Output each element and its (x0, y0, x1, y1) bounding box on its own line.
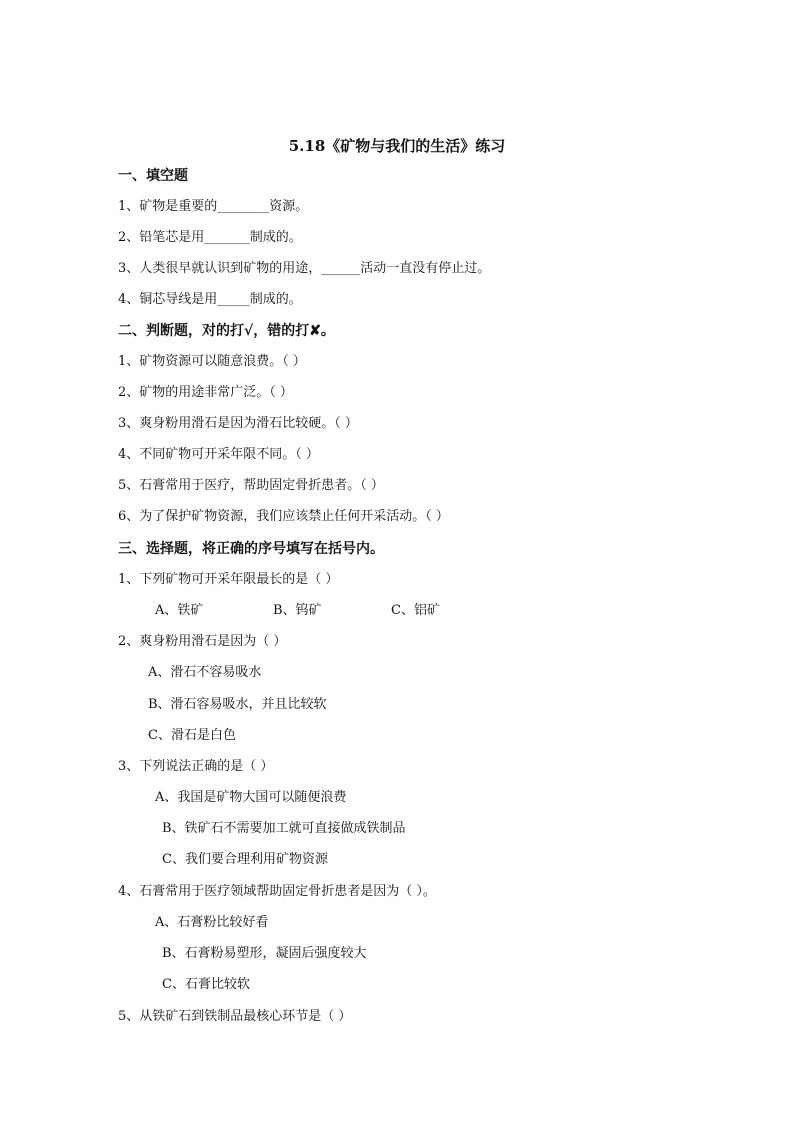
fill-blank-question-1: 1、矿物是重要的________资源。 (118, 199, 309, 214)
choice-question-1-option-c: C、铝矿 (391, 603, 440, 618)
section-heading-multiple-choice: 三、选择题，将正确的序号填写在括号内。 (118, 541, 384, 557)
true-false-question-2: 2、矿物的用途非常广泛。（ ） (118, 385, 293, 400)
fill-blank-question-4: 4、铜芯导线是用_____制成的。 (118, 292, 302, 307)
true-false-question-1: 1、矿物资源可以随意浪费。（ ） (118, 354, 306, 369)
section-heading-fill-blank: 一、填空题 (118, 168, 188, 184)
true-false-question-4: 4、不同矿物可开采年限不同。（ ） (118, 447, 319, 462)
choice-question-3: 3、下列说法正确的是（ ） (118, 759, 274, 774)
true-false-question-6: 6、为了保护矿物资源，我们应该禁止任何开采活动。（ ） (118, 509, 449, 524)
choice-question-4: 4、石膏常用于医疗领域帮助固定骨折患者是因为（ ）。 (118, 884, 436, 899)
choice-question-3-option-c: C、我们要合理利用矿物资源 (162, 852, 328, 867)
page-title: 5.18《矿物与我们的生活》练习 (288, 137, 506, 155)
choice-question-4-option-a: A、石膏粉比较好看 (155, 915, 269, 930)
choice-question-2-option-c: C、滑石是白色 (148, 728, 236, 743)
choice-question-2: 2、爽身粉用滑石是因为（ ） (118, 634, 287, 649)
section-heading-true-false: 二、判断题，对的打√，错的打✘。 (118, 323, 335, 339)
choice-question-3-option-a: A、我国是矿物大国可以随便浪费 (155, 790, 347, 805)
choice-question-1-option-a: A、铁矿 (155, 603, 204, 618)
choice-question-1: 1、下列矿物可开采年限最长的是（ ） (118, 572, 339, 587)
fill-blank-question-2: 2、铅笔芯是用_______制成的。 (118, 230, 302, 245)
choice-question-4-option-b: B、石膏粉易塑形，凝固后强度较大 (162, 946, 367, 961)
choice-question-4-option-c: C、石膏比较软 (162, 977, 250, 992)
choice-question-1-option-b: B、钨矿 (273, 603, 322, 618)
choice-question-5: 5、从铁矿石到铁制品最核心环节是（ ） (118, 1009, 352, 1024)
choice-question-2-option-b: B、滑石容易吸水，并且比较软 (148, 697, 327, 712)
choice-question-2-option-a: A、滑石不容易吸水 (148, 665, 262, 680)
true-false-question-5: 5、石膏常用于医疗，帮助固定骨折患者。（ ） (118, 478, 384, 493)
true-false-question-3: 3、爽身粉用滑石是因为滑石比较硬。（ ） (118, 416, 358, 431)
fill-blank-question-3: 3、人类很早就认识到矿物的用途，______活动一直没有停止过。 (118, 261, 491, 276)
choice-question-3-option-b: B、铁矿石不需要加工就可直接做成铁制品 (162, 821, 406, 836)
